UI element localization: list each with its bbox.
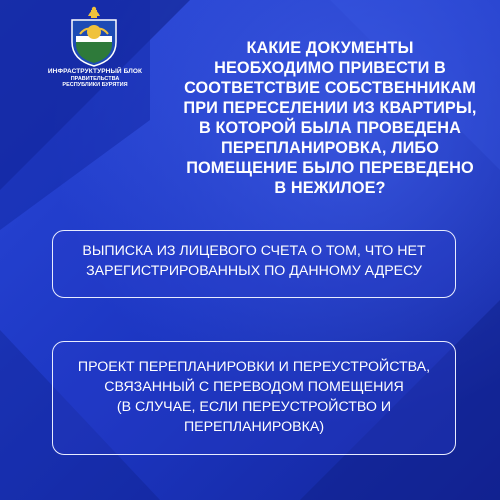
card-line: ПЕРЕПЛАНИРОВКА): [183, 419, 325, 435]
card-line: СВЯЗАННЫЙ С ПЕРЕВОДОМ ПОМЕЩЕНИЯ: [104, 379, 404, 395]
title-line: СООТВЕТСТВИЕ СОБСТВЕННИКАМ: [184, 79, 476, 97]
org-line-2: ПРАВИТЕЛЬСТВА: [70, 76, 120, 83]
title-line: ПЕРЕПЛАНИРОВКА, ЛИБО: [221, 139, 439, 157]
org-line-3: РЕСПУБЛИКИ БУРЯТИЯ: [62, 82, 128, 89]
page-title: [178, 38, 482, 198]
coat-of-arms-icon: [66, 6, 122, 68]
card-line: ПРОЕКТ ПЕРЕПЛАНИРОВКИ И ПЕРЕУСТРОЙСТВА,: [77, 359, 431, 375]
organization-label: [40, 68, 150, 88]
document-card-redevelopment-project: [52, 341, 456, 455]
card-line: (В СЛУЧАЕ, ЕСЛИ ПЕРЕУСТРОЙСТВО И: [116, 399, 392, 415]
title-line: КАКИЕ ДОКУМЕНТЫ: [246, 39, 414, 57]
title-line: В НЕЖИЛОЕ?: [274, 179, 386, 197]
title-line: В КОТОРОЙ БЫЛА ПРОВЕДЕНА: [199, 119, 461, 137]
document-card-account-statement: [52, 230, 456, 298]
title-line: ПОМЕЩЕНИЕ БЫЛО ПЕРЕВЕДЕНО: [186, 159, 474, 177]
title-line: ПРИ ПЕРЕСЕЛЕНИИ ИЗ КВАРТИРЫ,: [183, 99, 477, 117]
card-line: ВЫПИСКА ИЗ ЛИЦЕВОГО СЧЕТА О ТОМ, ЧТО НЕТ: [82, 243, 426, 259]
title-line: НЕОБХОДИМО ПРИВЕСТИ В: [214, 59, 446, 77]
card-line: ЗАРЕГИСТРИРОВАННЫХ ПО ДАННОМУ АДРЕСУ: [86, 263, 422, 279]
org-line-1: ИНФРАСТРУКТУРНЫЙ БЛОК: [47, 68, 143, 75]
